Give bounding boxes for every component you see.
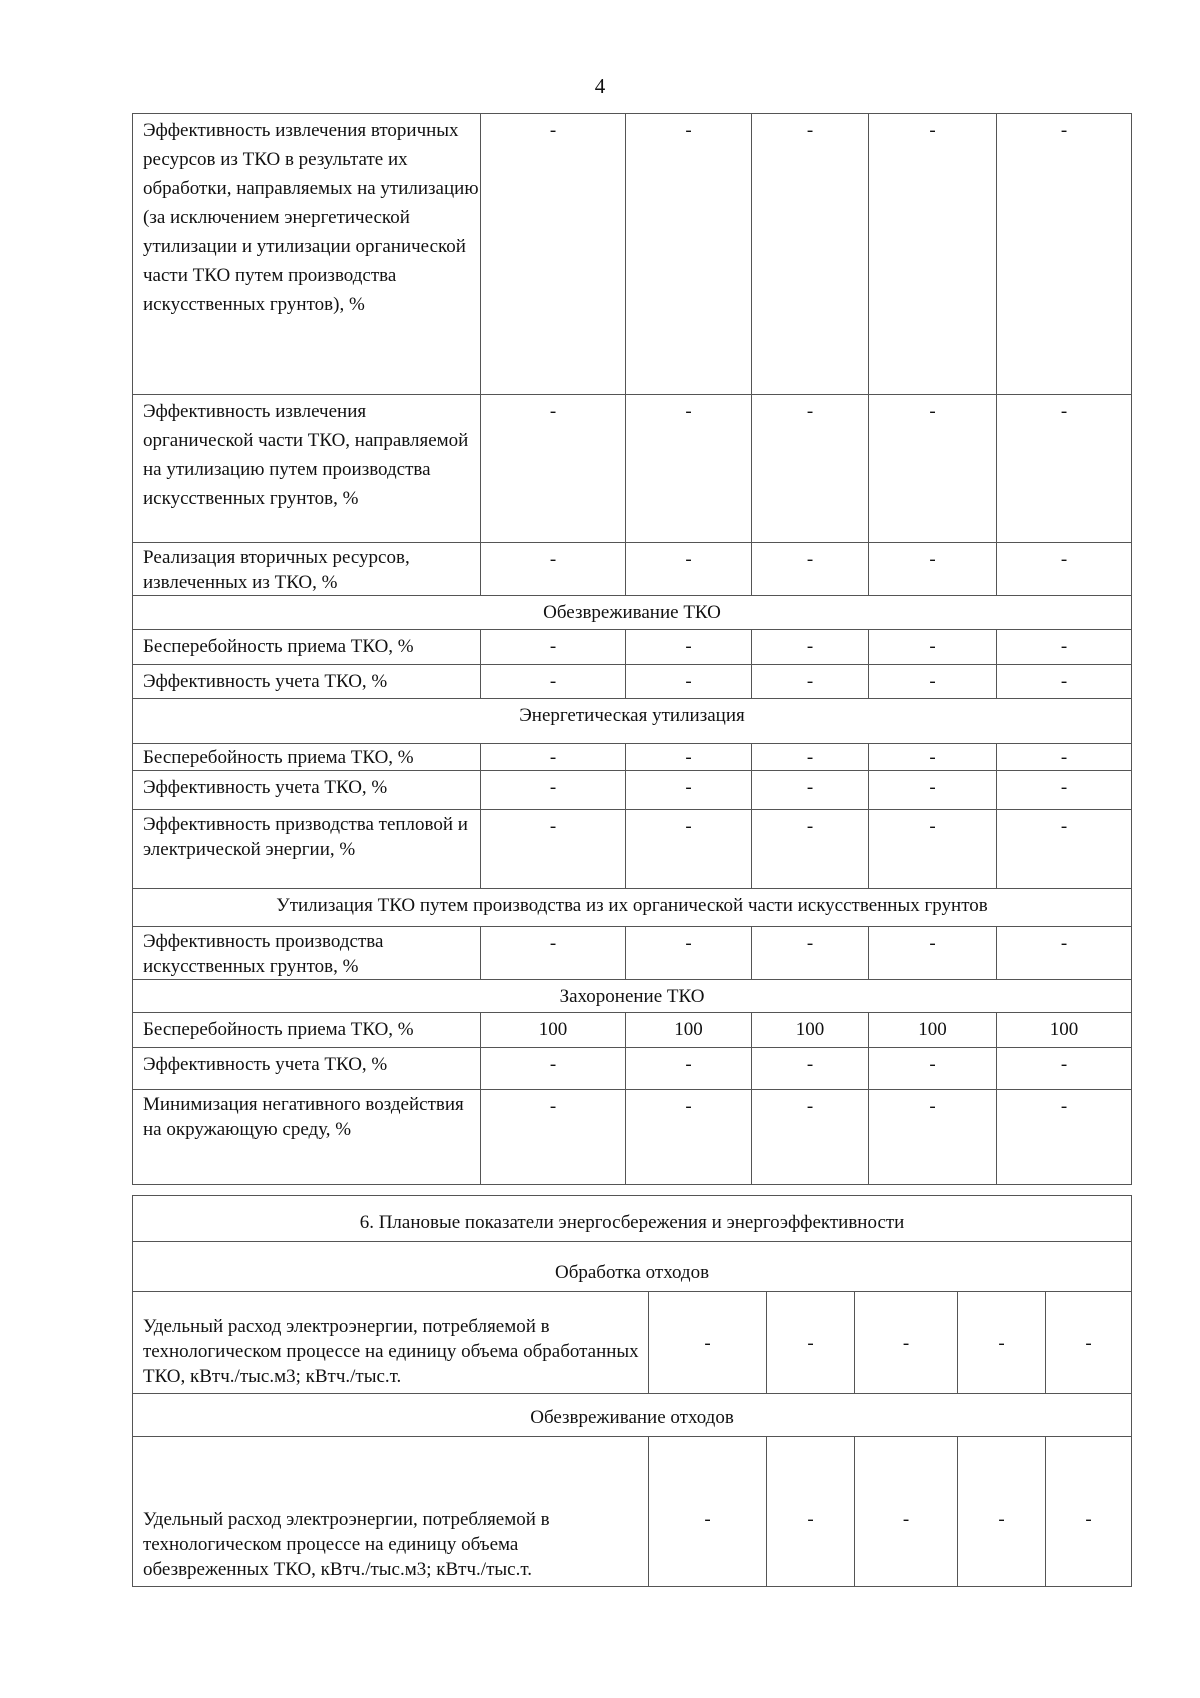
- value-cell: -: [958, 1292, 1046, 1394]
- value-cell: -: [752, 1090, 869, 1185]
- section-heading: Захоронение ТКО: [133, 980, 1132, 1013]
- table-row: [133, 543, 1132, 596]
- value-cell: -: [626, 927, 752, 980]
- row-label: Эффективность учета ТКО, %: [133, 771, 481, 810]
- value-cell: -: [752, 927, 869, 980]
- value-cell: 100: [869, 1013, 997, 1048]
- value-cell: -: [626, 395, 752, 543]
- value-cell: -: [869, 114, 997, 395]
- row-label: Бесперебойность приема ТКО, %: [133, 744, 481, 771]
- value-cell: 100: [626, 1013, 752, 1048]
- section-row: [133, 889, 1132, 927]
- value-cell: -: [997, 395, 1132, 543]
- value-cell: -: [997, 810, 1132, 889]
- value-cell: -: [752, 395, 869, 543]
- value-cell: -: [997, 665, 1132, 699]
- section-row: [133, 699, 1132, 744]
- value-cell: -: [626, 771, 752, 810]
- row-label: Бесперебойность приема ТКО, %: [133, 630, 481, 665]
- value-cell: -: [481, 395, 626, 543]
- value-cell: -: [869, 927, 997, 980]
- value-cell: -: [626, 114, 752, 395]
- section-heading: Обработка отходов: [133, 1242, 1132, 1292]
- value-cell: -: [997, 744, 1132, 771]
- row-label: Эффективность учета ТКО, %: [133, 1048, 481, 1090]
- value-cell: -: [626, 665, 752, 699]
- value-cell: -: [869, 810, 997, 889]
- value-cell: -: [997, 630, 1132, 665]
- row-label: Эффективность извлечения органической части ТКО, направляемой на утилизацию путем производства искусственных грунтов, %: [133, 395, 481, 543]
- value-cell: -: [958, 1437, 1046, 1587]
- section-heading: Утилизация ТКО путем производства из их органической части искусственных грунтов: [133, 889, 1132, 927]
- value-cell: -: [997, 543, 1132, 596]
- value-cell: -: [626, 810, 752, 889]
- table-row: [133, 395, 1132, 543]
- value-cell: -: [626, 543, 752, 596]
- page-number: 4: [594, 74, 606, 98]
- row-label: Удельный расход электроэнергии, потребляемой в технологическом процессе на единицу объема обработанных ТКО, кВтч./тыс.м3; кВтч./тыс.т.: [133, 1292, 649, 1394]
- value-cell: -: [626, 1090, 752, 1185]
- value-cell: -: [997, 771, 1132, 810]
- value-cell: -: [626, 1048, 752, 1090]
- value-cell: -: [767, 1292, 855, 1394]
- value-cell: -: [855, 1292, 958, 1394]
- value-cell: -: [869, 543, 997, 596]
- value-cell: -: [869, 630, 997, 665]
- value-cell: -: [626, 630, 752, 665]
- section-heading: Обезвреживание отходов: [133, 1394, 1132, 1437]
- row-label: Бесперебойность приема ТКО, %: [133, 1013, 481, 1048]
- value-cell: 100: [481, 1013, 626, 1048]
- value-cell: -: [626, 744, 752, 771]
- row-label: Эффективность призводства тепловой и электрической энергии, %: [133, 810, 481, 889]
- value-cell: -: [997, 114, 1132, 395]
- table-row: [133, 114, 1132, 395]
- table-row: [133, 1292, 1132, 1394]
- value-cell: -: [481, 1090, 626, 1185]
- value-cell: -: [481, 665, 626, 699]
- table-row: [133, 744, 1132, 771]
- value-cell: -: [752, 543, 869, 596]
- value-cell: -: [997, 1048, 1132, 1090]
- table-row: [133, 1437, 1132, 1587]
- value-cell: -: [752, 665, 869, 699]
- value-cell: 100: [752, 1013, 869, 1048]
- value-cell: -: [752, 771, 869, 810]
- value-cell: 100: [997, 1013, 1132, 1048]
- value-cell: -: [752, 1048, 869, 1090]
- row-label: Удельный расход электроэнергии, потребляемой в технологическом процессе на единицу объема обезвреженных ТКО, кВтч./тыс.м3; кВтч./тыс.т.: [133, 1437, 649, 1587]
- value-cell: -: [1046, 1292, 1132, 1394]
- value-cell: -: [869, 395, 997, 543]
- value-cell: -: [481, 1048, 626, 1090]
- table-row: [133, 1090, 1132, 1185]
- value-cell: -: [767, 1437, 855, 1587]
- value-cell: -: [481, 114, 626, 395]
- value-cell: -: [1046, 1437, 1132, 1587]
- value-cell: -: [869, 771, 997, 810]
- table-title: 6. Плановые показатели энергосбережения и энергоэффективности: [133, 1196, 1132, 1242]
- table-row: [133, 771, 1132, 810]
- value-cell: -: [481, 810, 626, 889]
- value-cell: -: [997, 927, 1132, 980]
- row-label: Реализация вторичных ресурсов, извлеченных из ТКО, %: [133, 543, 481, 596]
- value-cell: -: [752, 744, 869, 771]
- indicators-table: [132, 113, 1132, 1185]
- value-cell: -: [481, 630, 626, 665]
- section-row: [133, 1394, 1132, 1437]
- section-row: [133, 1242, 1132, 1292]
- value-cell: -: [869, 665, 997, 699]
- table-row: [133, 810, 1132, 889]
- table-row: [133, 1013, 1132, 1048]
- row-label: Минимизация негативного воздействия на окружающую среду, %: [133, 1090, 481, 1185]
- value-cell: -: [869, 1090, 997, 1185]
- value-cell: -: [855, 1437, 958, 1587]
- table-row: [133, 927, 1132, 980]
- value-cell: -: [649, 1292, 767, 1394]
- value-cell: -: [869, 1048, 997, 1090]
- section-row: [133, 596, 1132, 630]
- value-cell: -: [481, 771, 626, 810]
- value-cell: -: [752, 114, 869, 395]
- table-row: [133, 630, 1132, 665]
- section-heading: Обезвреживание ТКО: [133, 596, 1132, 630]
- section-heading: Энергетическая утилизация: [133, 699, 1132, 744]
- row-label: Эффективность производства искусственных грунтов, %: [133, 927, 481, 980]
- value-cell: -: [869, 744, 997, 771]
- title-row: [133, 1196, 1132, 1242]
- row-label: Эффективность извлечения вторичных ресурсов из ТКО в результате их обработки, направляемых на утилизацию (за исключением энергетической утилизации и утилизации органической части ТКО путем производства искусственных грунтов), %: [133, 114, 481, 395]
- value-cell: -: [649, 1437, 767, 1587]
- value-cell: -: [481, 744, 626, 771]
- section-row: [133, 980, 1132, 1013]
- value-cell: -: [997, 1090, 1132, 1185]
- energy-saving-table: [132, 1195, 1132, 1587]
- value-cell: -: [481, 543, 626, 596]
- row-label: Эффективность учета ТКО, %: [133, 665, 481, 699]
- value-cell: -: [752, 810, 869, 889]
- table-row: [133, 665, 1132, 699]
- value-cell: -: [752, 630, 869, 665]
- value-cell: -: [481, 927, 626, 980]
- table-row: [133, 1048, 1132, 1090]
